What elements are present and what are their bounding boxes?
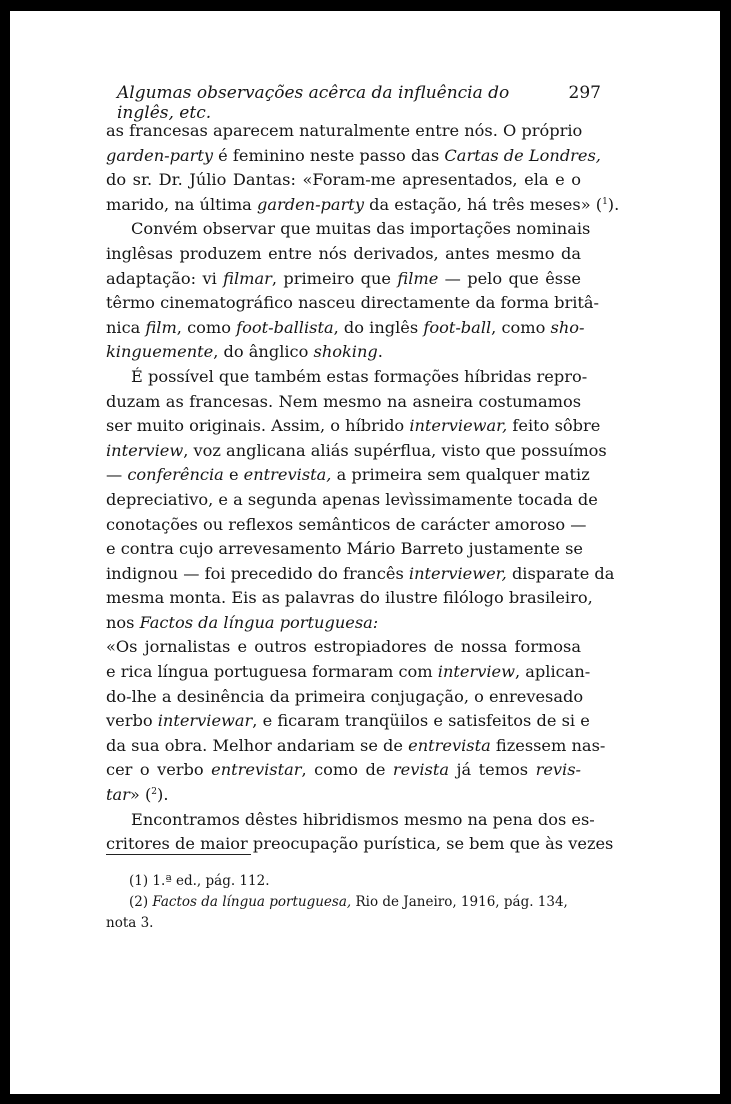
text-line: mesma monta. Eis as palavras do ilustre filólogo brasileiro, <box>106 588 593 608</box>
text-line: cer o verbo entrevistar, como de revista já temos revis- <box>106 760 581 780</box>
page-number: 297 <box>568 83 601 103</box>
footnote-1-mark: (1) <box>129 873 149 889</box>
running-title: Algumas observações acêrca da influência do inglês, etc. <box>117 83 510 123</box>
footnote-divider <box>106 854 251 855</box>
footnote-2-text: Rio de Janeiro, 1916, pág. 134, <box>355 894 568 910</box>
text-line: critores de maior preocupação purística, se bem que às vezes <box>106 834 614 854</box>
text-line: nos Factos da língua portuguesa: <box>106 612 379 632</box>
text-line: É possível que também estas formações híbridas repro- <box>131 366 588 386</box>
text-line: — conferência e entrevista, a primeira sem qualquer matiz <box>106 465 590 485</box>
text-line: Encontramos dêstes hibridismos mesmo na pena dos es- <box>131 809 595 829</box>
text-line: ser muito originais. Assim, o híbrido interviewar, feito sôbre <box>106 416 601 436</box>
text-line: kinguemente, do ânglico shoking. <box>106 342 383 362</box>
text-line: adaptação: vi filmar, primeiro que filme — pelo que êsse <box>106 268 581 288</box>
text-line: depreciativo, e a segunda apenas levìssimamente tocada de <box>106 489 598 509</box>
footnote-2-source: Factos da língua portuguesa, <box>152 894 352 910</box>
text-line: marido, na última garden-party da estação, há três meses» ($^1$). <box>106 194 620 214</box>
page <box>10 11 720 1094</box>
footnote-2-continuation: nota 3. <box>106 915 154 931</box>
body-text <box>106 119 620 857</box>
footnote-2-mark: (2) <box>129 894 149 910</box>
text-line: conotações ou reflexos semânticos de carácter amoroso — <box>106 514 587 534</box>
text-line: indignou — foi precedido do francês interviewer, disparate da <box>106 563 615 583</box>
footnote-1-text: 1.ª ed., pág. 112. <box>152 873 270 889</box>
text-line: garden-party é feminino neste passo das Cartas de Londres, <box>106 145 601 165</box>
text-line: interview, voz anglicana aliás supérflua, visto que possuímos <box>106 440 607 460</box>
text-line: tar» ($^2$). <box>106 785 169 805</box>
text-line: têrmo cinematográfico nasceu directamente da forma britâ- <box>106 293 600 313</box>
text-line: e rica língua portuguesa formaram com interview, aplican- <box>106 662 591 682</box>
footnotes <box>106 871 584 934</box>
text-line: do-lhe a desinência da primeira conjugação, o enrevesado <box>106 686 584 706</box>
text-line: verbo interviewar, e ficaram tranqüilos e satisfeitos de si e <box>106 711 590 731</box>
text-line: e contra cujo arrevesamento Mário Barreto justamente se <box>106 539 583 559</box>
text-line: inglêsas produzem entre nós derivados, antes mesmo da <box>106 243 581 263</box>
footnote-1 <box>106 871 584 892</box>
text-line: Convém observar que muitas das importações nominais <box>131 219 591 239</box>
text-line: as francesas aparecem naturalmente entre nós. O próprio <box>106 121 583 140</box>
text-line: «Os jornalistas e outros estropiadores de nossa formosa <box>106 637 581 657</box>
footnote-2 <box>106 892 584 913</box>
running-header <box>117 83 601 123</box>
text-line: do sr. Dr. Júlio Dantas: «Foram-me apresentados, ela e o <box>106 170 581 190</box>
text-line: da sua obra. Melhor andariam se de entrevista fizessem nas- <box>106 735 606 755</box>
text-line: nica film, como foot-ballista, do inglês foot-ball, como sho- <box>106 317 585 337</box>
text-line: duzam as francesas. Nem mesmo na asneira costumamos <box>106 391 581 411</box>
